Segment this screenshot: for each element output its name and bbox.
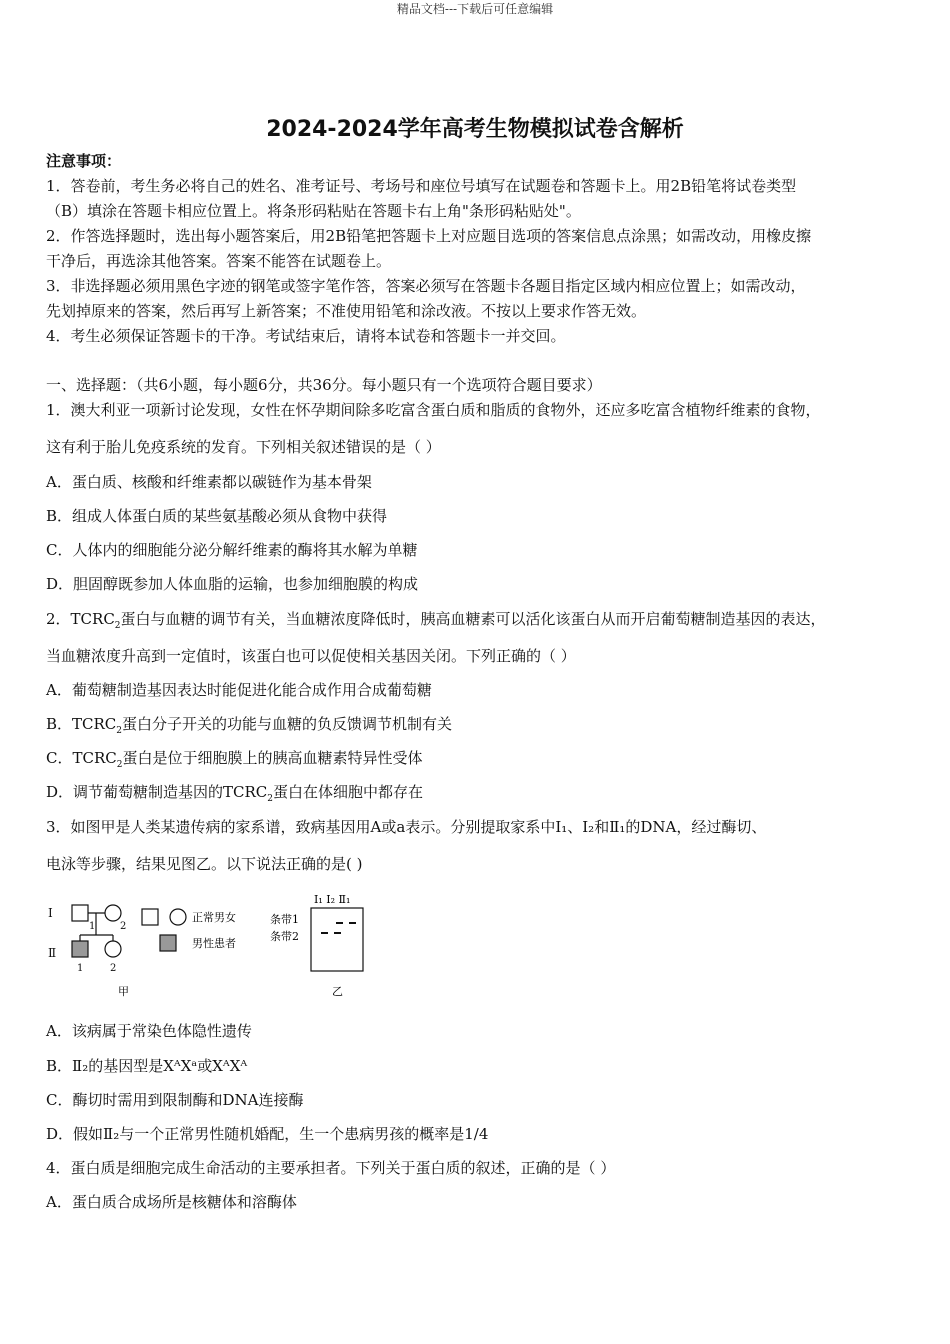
q1-stem-a: 1．澳大利亚一项新讨论发现，女性在怀孕期间除多吃富含蛋白质和脂质的食物外，还应多吃富含植物纤维素的食物， xyxy=(46,401,821,419)
band-1-label: 条带1 xyxy=(270,913,299,926)
note-4: 4．考生必须保证答题卡的干净。考试结束后，请将本试卷和答题卡一并交回。 xyxy=(46,327,566,345)
q2-option-c: C．$TCRC_2$蛋白是位于细胞膜上的胰高血糖素特异性受体 xyxy=(46,749,423,770)
legend-normal-female xyxy=(170,909,186,925)
figure-a-caption: 甲 xyxy=(118,985,129,998)
i1-number: 1 xyxy=(89,921,96,932)
note-3b: 先划掉原来的答案，然后再写上新答案；不准使用铅笔和涂改液。不按以上要求作答无效。 xyxy=(46,302,647,320)
ii2-female-normal xyxy=(105,941,121,957)
q3-option-b: B．Ⅱ₂的基因型是XᴬXᵃ或XᴬXᴬ xyxy=(46,1057,248,1075)
q3-stem-b: 电泳等步骤，结果见图乙。以下说法正确的是( ) xyxy=(46,855,363,873)
notes-heading: 注意事项： xyxy=(46,152,122,170)
legend-normal-label: 正常男女 xyxy=(192,911,236,924)
ii1-male-affected xyxy=(72,941,88,957)
i2-number: 2 xyxy=(120,921,127,932)
section-heading: 一、选择题：（共6小题，每小题6分，共36分。每小题只有一个选项符合题目要求） xyxy=(46,376,602,394)
legend-normal-male xyxy=(142,909,158,925)
page-title: 2024-2024学年高考生物模拟试卷含解析 xyxy=(266,117,684,142)
legend-patient-male xyxy=(160,935,176,951)
figure-b-caption: 乙 xyxy=(332,985,343,998)
q3-option-d: D．假如Ⅱ₂与一个正常男性随机婚配，生一个患病男孩的概率是1/4 xyxy=(46,1125,489,1143)
legend-patient-label: 男性患者 xyxy=(192,937,236,950)
gel-box xyxy=(311,908,363,971)
note-3a: 3．非选择题必须用黑色字迹的钢笔或签字笔作答，答案必须写在答题卡各题目指定区域内相应位置上；如需改动， xyxy=(46,277,806,295)
q1-stem-b: 这有利于胎儿免疫系统的发育。下列相关叙述错误的是（ ） xyxy=(46,438,441,456)
q2-option-b: B．$TCRC_2$蛋白分子开关的功能与血糖的负反馈调节机制有关 xyxy=(46,715,453,736)
q4-option-a: A．蛋白质合成场所是核糖体和溶酶体 xyxy=(46,1193,297,1211)
q1-option-b: B．组成人体蛋白质的某些氨基酸必须从食物中获得 xyxy=(46,507,388,525)
q3-figure xyxy=(40,885,380,1005)
note-1a: 1．答卷前，考生务必将自己的姓名、准考证号、考场号和座位号填写在试题卷和答题卡上。用2B铅笔将试卷类型 xyxy=(46,177,797,195)
q2-option-d: D．调节葡萄糖制造基因的$TCRC_2$蛋白在体细胞中都存在 xyxy=(46,783,424,804)
q1-option-c: C．人体内的细胞能分泌分解纤维素的酶将其水解为单糖 xyxy=(46,541,418,559)
q3-option-a: A．该病属于常染色体隐性遗传 xyxy=(46,1022,252,1040)
q2-stem-b: 当血糖浓度升高到一定值时，该蛋白也可以促使相关基因关闭。下列正确的（ ） xyxy=(46,647,576,665)
page-header: 精品文档---下载后可任意编辑 xyxy=(396,2,554,16)
generation-1-label: Ⅰ xyxy=(48,906,53,920)
i1-male-normal xyxy=(72,905,88,921)
q1-option-a: A．蛋白质、核酸和纤维素都以碳链作为基本骨架 xyxy=(46,473,372,491)
note-2b: 干净后，再选涂其他答案。答案不能答在试题卷上。 xyxy=(46,252,392,270)
note-2a: 2．作答选择题时，选出每小题答案后，用2B铅笔把答题卡上对应题目选项的答案信息点涂黑；如需改动，用橡皮擦 xyxy=(46,227,812,245)
q3-option-c: C．酶切时需用到限制酶和DNA连接酶 xyxy=(46,1091,304,1109)
q2-stem-a: 2．$TCRC_2$蛋白与血糖的调节有关，当血糖浓度降低时，胰高血糖素可以活化该蛋白从而开启葡萄糖制造基因的表达， xyxy=(46,610,826,631)
gel-lane-labels: Ⅰ₁ Ⅰ₂ Ⅱ₁ xyxy=(314,893,351,906)
q2-option-a: A．葡萄糖制造基因表达时能促进化能合成作用合成葡萄糖 xyxy=(46,681,432,699)
ii1-number: 1 xyxy=(77,963,84,974)
generation-2-label: Ⅱ xyxy=(48,946,57,960)
i2-female-normal xyxy=(105,905,121,921)
q3-stem-a: 3．如图甲是人类某遗传病的家系谱，致病基因用A或a表示。分别提取家系中Ⅰ₁、Ⅰ₂和Ⅱ₁的DNA，经过酶切、 xyxy=(46,818,767,836)
ii2-number: 2 xyxy=(110,963,117,974)
q4-stem: 4．蛋白质是细胞完成生命活动的主要承担者。下列关于蛋白质的叙述，正确的是（ ） xyxy=(46,1159,616,1177)
band-2-label: 条带2 xyxy=(270,930,299,943)
note-1b: （B）填涂在答题卡相应位置上。将条形码粘贴在答题卡右上角"条形码粘贴处"。 xyxy=(46,202,581,220)
q1-option-d: D．胆固醇既参加人体血脂的运输，也参加细胞膜的构成 xyxy=(46,575,419,593)
